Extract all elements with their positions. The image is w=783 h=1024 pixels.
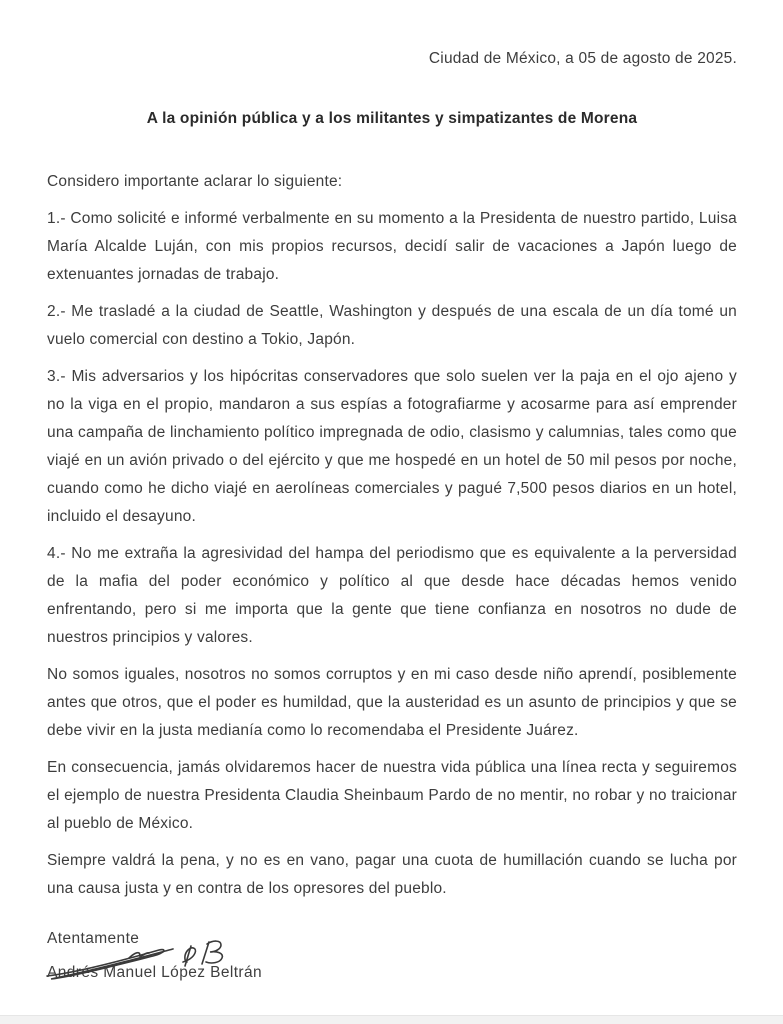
paragraph-7: Siempre valdrá la pena, y no es en vano, pagar una cuota de humillación cuando se lucha por una causa justa y en contra de los opresores del pueblo.: [47, 852, 737, 897]
closing-word: Atentamente: [47, 930, 140, 947]
paragraph-1: 1.- Como solicité e informé verbalmente en su momento a la Presidenta de nuestro partido, Luisa María Alcalde Luján, con mis propios recursos, decidí salir de vacaciones a Japón luego de extenuantes jornadas de trabajo.: [47, 210, 737, 283]
intro-line: Considero importante aclarar lo siguiente:: [47, 173, 343, 190]
paragraph-6: En consecuencia, jamás olvidaremos hacer de nuestra vida pública una línea recta y seguiremos el ejemplo de nuestra Presidenta Claudia Sheinbaum Pardo de no mentir, no robar y no traicionar al pueblo de México.: [47, 759, 737, 832]
letter-heading: A la opinión pública y a los militantes y simpatizantes de Morena: [146, 110, 638, 127]
paragraph-4: 4.- No me extraña la agresividad del hampa del periodismo que es equivalente a la perversidad de la mafia del poder económico y político al que desde hace décadas hemos venido enfrentando, pero si me importa que la gente que tiene confianza en nosotros no dude de nuestros principios y valores.: [47, 545, 737, 646]
letter-content: [47, 0, 737, 987]
signature-name: Andrés Manuel López Beltrán: [47, 964, 263, 981]
dateline: Ciudad de México, a 05 de agosto de 2025.: [428, 50, 737, 67]
letter-body: [47, 205, 737, 903]
paragraph-3: 3.- Mis adversarios y los hipócritas conservadores que solo suelen ver la paja en el ojo ajeno y no la viga en el propio, mandaron a sus espías a fotografiarme y acosarme para así emprender una campaña de linchamiento político impregnada de odio, clasismo y calumnias, tales como que viajé en un avión privado o del ejército y que me hospedé en un hotel de 50 mil pesos por noche, cuando como he dicho viajé en aerolíneas comerciales y pagué 7,500 pesos diarios en un hotel, incluido el desayuno.: [47, 368, 737, 525]
paragraph-5: No somos iguales, nosotros no somos corruptos y en mi caso desde niño aprendí, posiblemente antes que otros, que el poder es humildad, que la austeridad es un asunto de principios y que se debe vivir en la justa medianía como lo recomendaba el Presidente Juárez.: [47, 666, 737, 739]
paragraph-2: 2.- Me trasladé a la ciudad de Seattle, Washington y después de una escala de un día tomé un vuelo comercial con destino a Tokio, Japón.: [47, 303, 737, 348]
footer-bar: [0, 1015, 783, 1024]
signature-block: [47, 925, 737, 987]
